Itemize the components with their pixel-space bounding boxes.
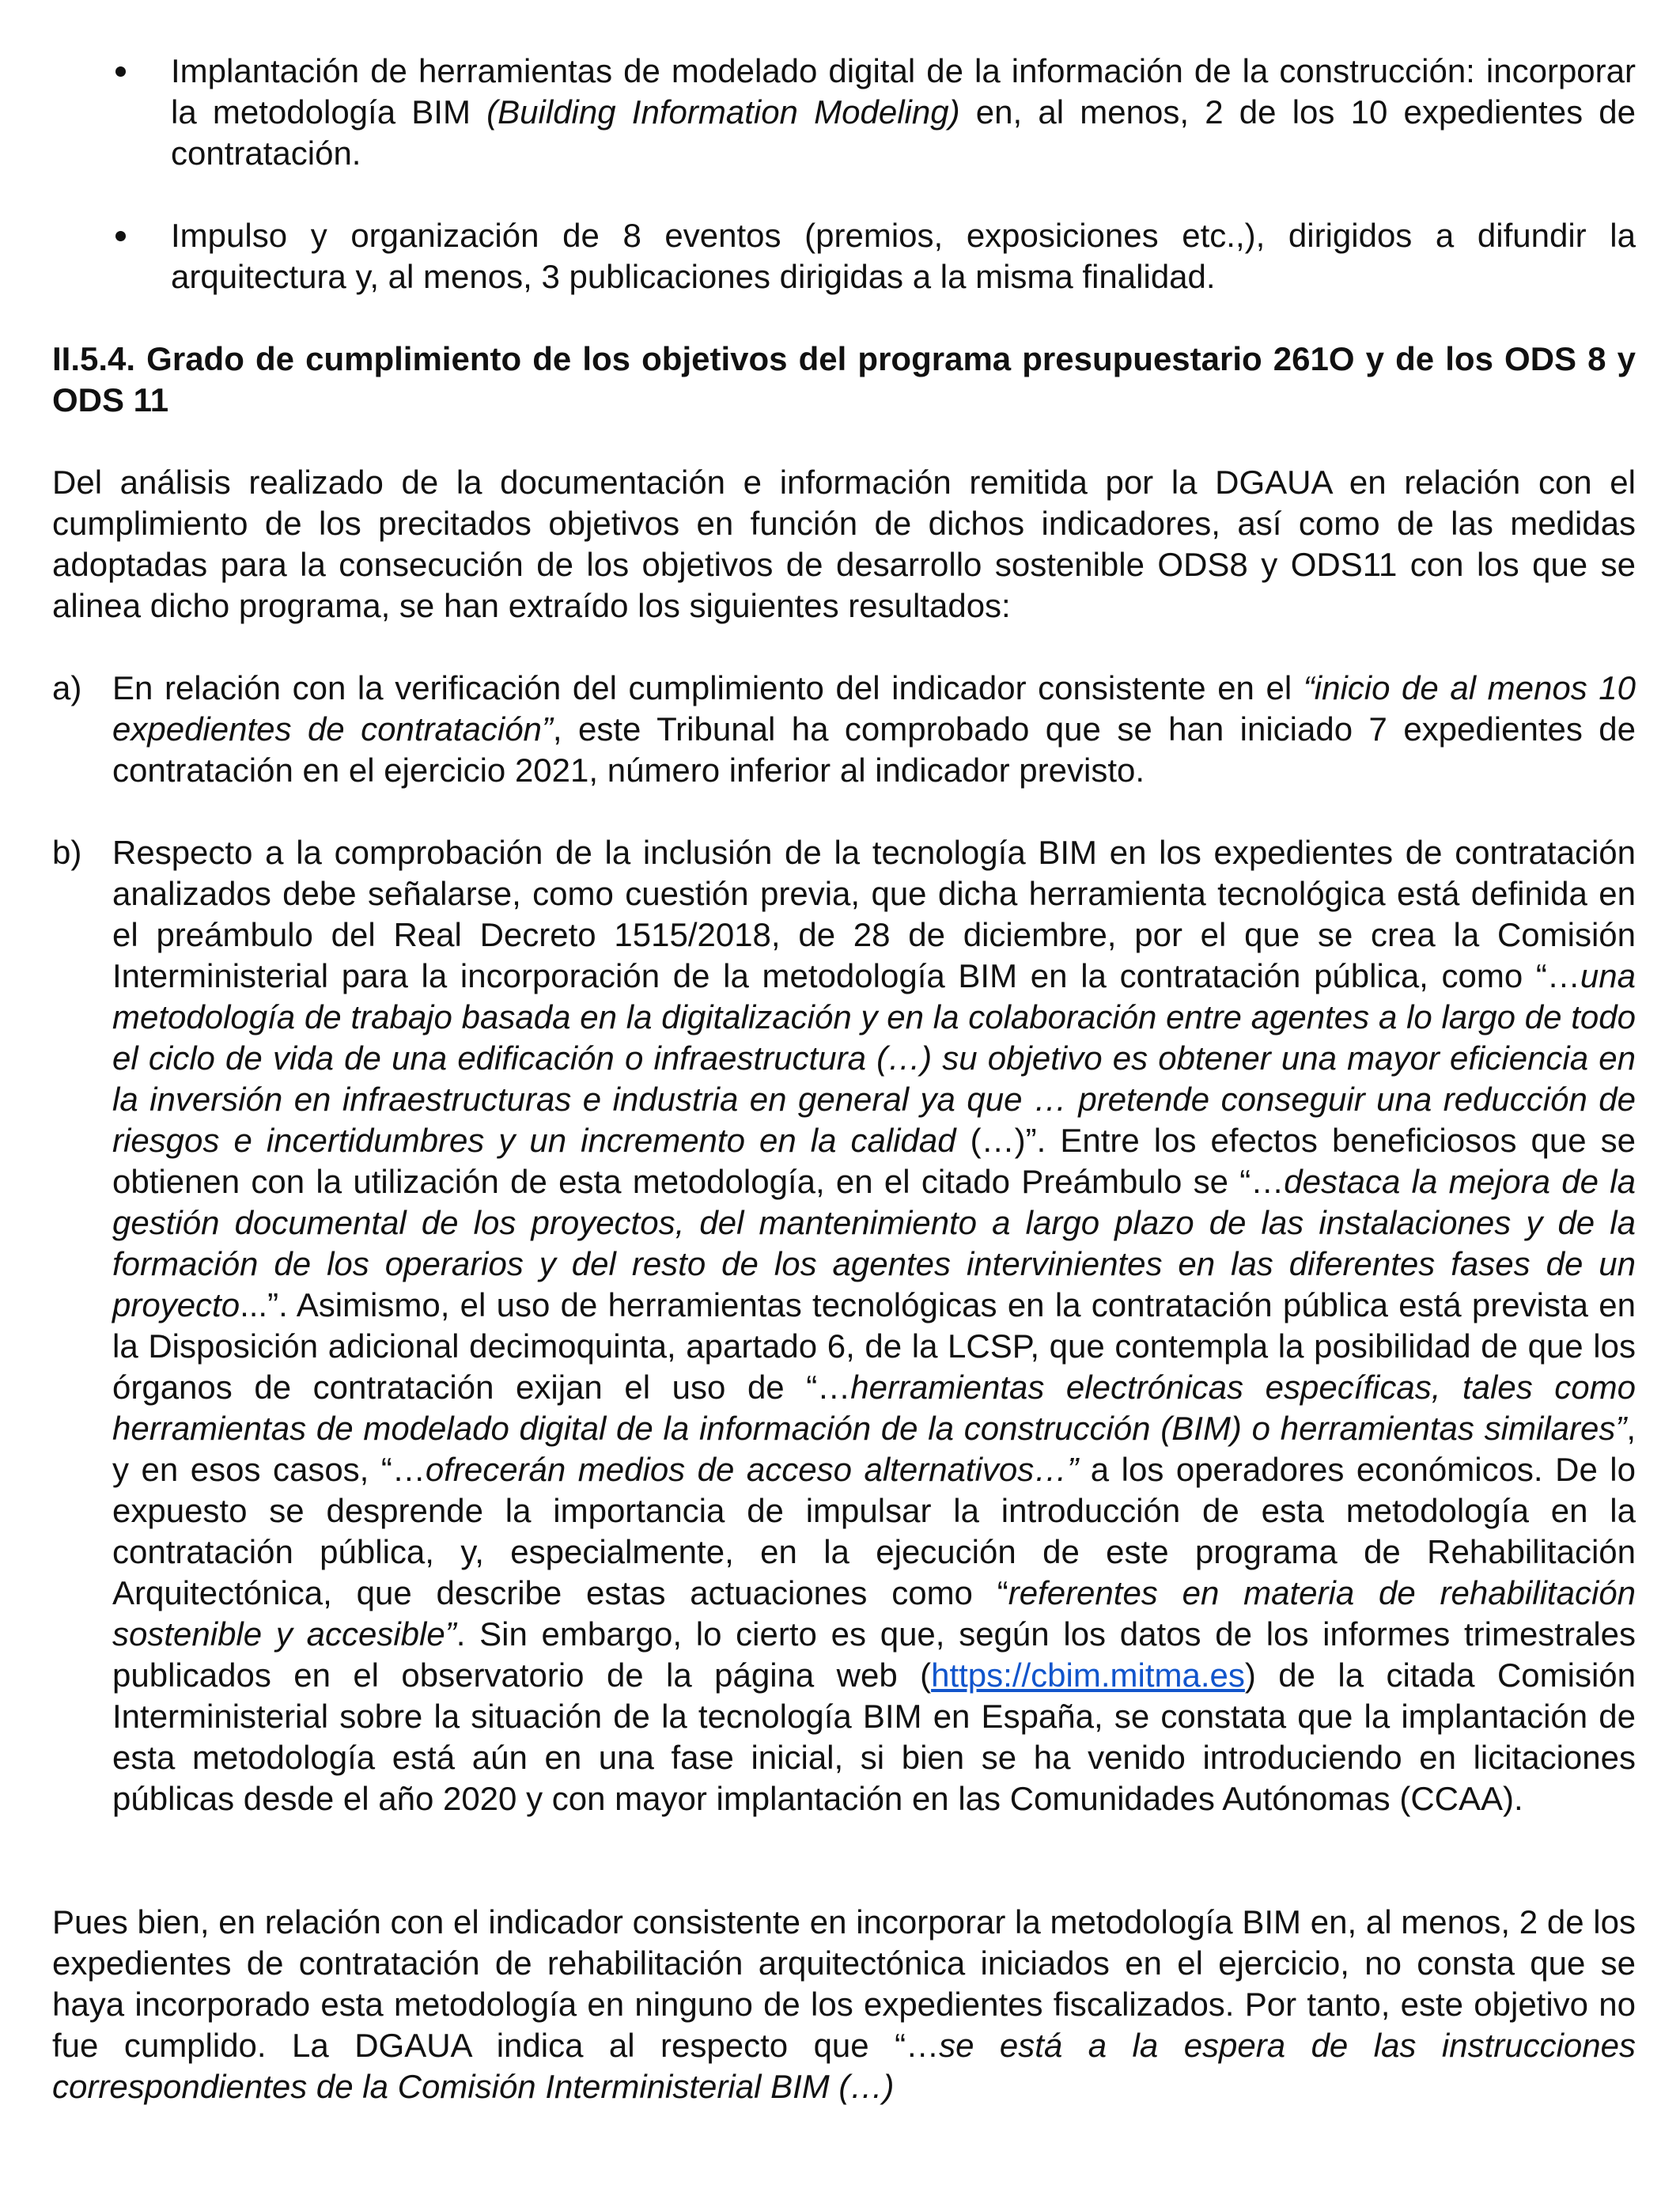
bullet-item-bim [52, 51, 1636, 174]
bullet-text: Implantación de herramientas de modelado digital de la información de la construcción: incorporar la metodología BIM [171, 52, 1636, 131]
list-marker-a: a) [52, 669, 82, 706]
bullet-item-events [52, 215, 1636, 297]
item-a-quote: “inicio de al menos 10 expedientes de contratación” [112, 669, 1636, 748]
list-item-a [52, 668, 1636, 791]
section-heading: II.5.4. Grado de cumplimiento de los objetivos del programa presupuestario 261O y de los ODS 8 y ODS 11 [52, 340, 1636, 418]
item-b-text: a los operadores económicos. De lo expuesto se desprende la importancia de impulsar la introducción de esta metodología en la contratación pública, y, especialmente, en la ejecución de este programa de Rehabilitación Arquitectónica, que describe estas actuaciones como “ [112, 1451, 1636, 1611]
item-b-text: Respecto a la comprobación de la inclusión de la tecnología BIM en los expedientes de contratación analizados debe señalarse, como cuestión previa, que dicha herramienta tecnológica está definida en el preámbulo del Real Decreto 1515/2018, de 28 de diciembre, por el que se crea la Comisión Interministerial para la incorporación de la metodología BIM en la contratación pública, como “… [112, 834, 1636, 994]
bullet-dot-icon [115, 66, 126, 77]
bullet-text-italic: (Building Information Modeling) [486, 93, 960, 131]
item-a-text: , este Tribunal ha comprobado que se han iniciado 7 expedientes de contratación en el ejercicio 2021, número inferior al indicador previsto. [112, 710, 1636, 789]
list-item-b [52, 832, 1636, 1819]
bullet-dot-icon [115, 231, 126, 241]
item-b-text: (…)”. Entre los efectos beneficiosos que se obtienen con la utilización de esta metodología, en el citado Preámbulo se “… [112, 1122, 1636, 1200]
item-b-text: . Sin embargo, lo cierto es que, según los datos de los informes trimestrales publicados en el observatorio de la página web ( [112, 1615, 1636, 1694]
item-b-text: ...”. Asimismo, el uso de herramientas tecnológicas en la contratación pública está prevista en la Disposición adicional decimoquinta, apartado 6, de la LCSP, que contempla la posibilidad de que los órganos de contratación exijan el uso de “… [112, 1286, 1636, 1406]
item-b-quote: una metodología de trabajo basada en la digitalización y en la colaboración entre agentes a lo largo de todo el ciclo de vida de una edificación o infraestructura (…) su objetivo es obtener una mayor eficiencia en la inversión en infraestructuras e industria en general ya que … pretende conseguir una reducción de riesgos e incertidumbres y un incremento en la calidad [112, 957, 1636, 1159]
cbim-website-link[interactable]: https://cbim.mitma.es [931, 1656, 1245, 1694]
item-b-quote: referentes en materia de rehabilitación sostenible y accesible” [112, 1574, 1636, 1653]
closing-paragraph [52, 1902, 1636, 2107]
closing-text: Pues bien, en relación con el indicador consistente en incorporar la metodología BIM en, al menos, 2 de los expedientes de contratación de rehabilitación arquitectónica iniciados en el ejercicio, no consta que se haya incorporado esta metodología en ninguno de los expedientes fiscalizados. Por tanto, este objetivo no fue cumplido. La DGAUA indica al respecto que “… [52, 1903, 1636, 2064]
intro-paragraph: Del análisis realizado de la documentación e información remitida por la DGAUA en relación con el cumplimiento de los precitados objetivos en función de dichos indicadores, así como de las medidas adoptadas para la consecución de los objetivos de desarrollo sostenible ODS8 y ODS11 con los que se alinea dicho programa, se han extraído los siguientes resultados: [52, 464, 1636, 624]
bullet-text: Impulso y organización de 8 eventos (premios, exposiciones etc.,), dirigidos a difundir la arquitectura y, al menos, 3 publicaciones dirigidas a la misma finalidad. [171, 217, 1636, 295]
bullet-text: en, al menos, 2 de los 10 expedientes de contratación. [171, 93, 1636, 172]
objectives-bullet-list [52, 51, 1636, 297]
item-b-text: ) de la citada Comisión Interministerial sobre la situación de la tecnología BIM en España, se constata que la implantación de esta metodología está aún en una fase inicial, si bien se ha venido introduciendo en licitaciones públicas desde el año 2020 y con mayor implantación en las Comunidades Autónomas (CCAA). [112, 1656, 1636, 1817]
document-page [52, 51, 1636, 2149]
item-b-quote: herramientas electrónicas específicas, tales como herramientas de modelado digital de la información de la construcción (BIM) o herramientas similares” [112, 1369, 1636, 1447]
item-b-quote: destaca la mejora de la gestión documental de los proyectos, del mantenimiento a largo plazo de las instalaciones y de la formación de los operarios y del resto de los agentes intervinientes en las diferentes fases de un proyecto [112, 1163, 1636, 1323]
closing-quote: se está a la espera de las instrucciones correspondientes de la Comisión Interministerial BIM (…) [52, 2027, 1636, 2105]
item-b-text: , y en esos casos, “… [112, 1410, 1636, 1488]
list-marker-b: b) [52, 834, 82, 871]
item-a-text: En relación con la verificación del cumplimiento del indicador consistente en el [112, 669, 1304, 706]
item-b-quote: ofrecerán medios de acceso alternativos…” [425, 1451, 1079, 1488]
